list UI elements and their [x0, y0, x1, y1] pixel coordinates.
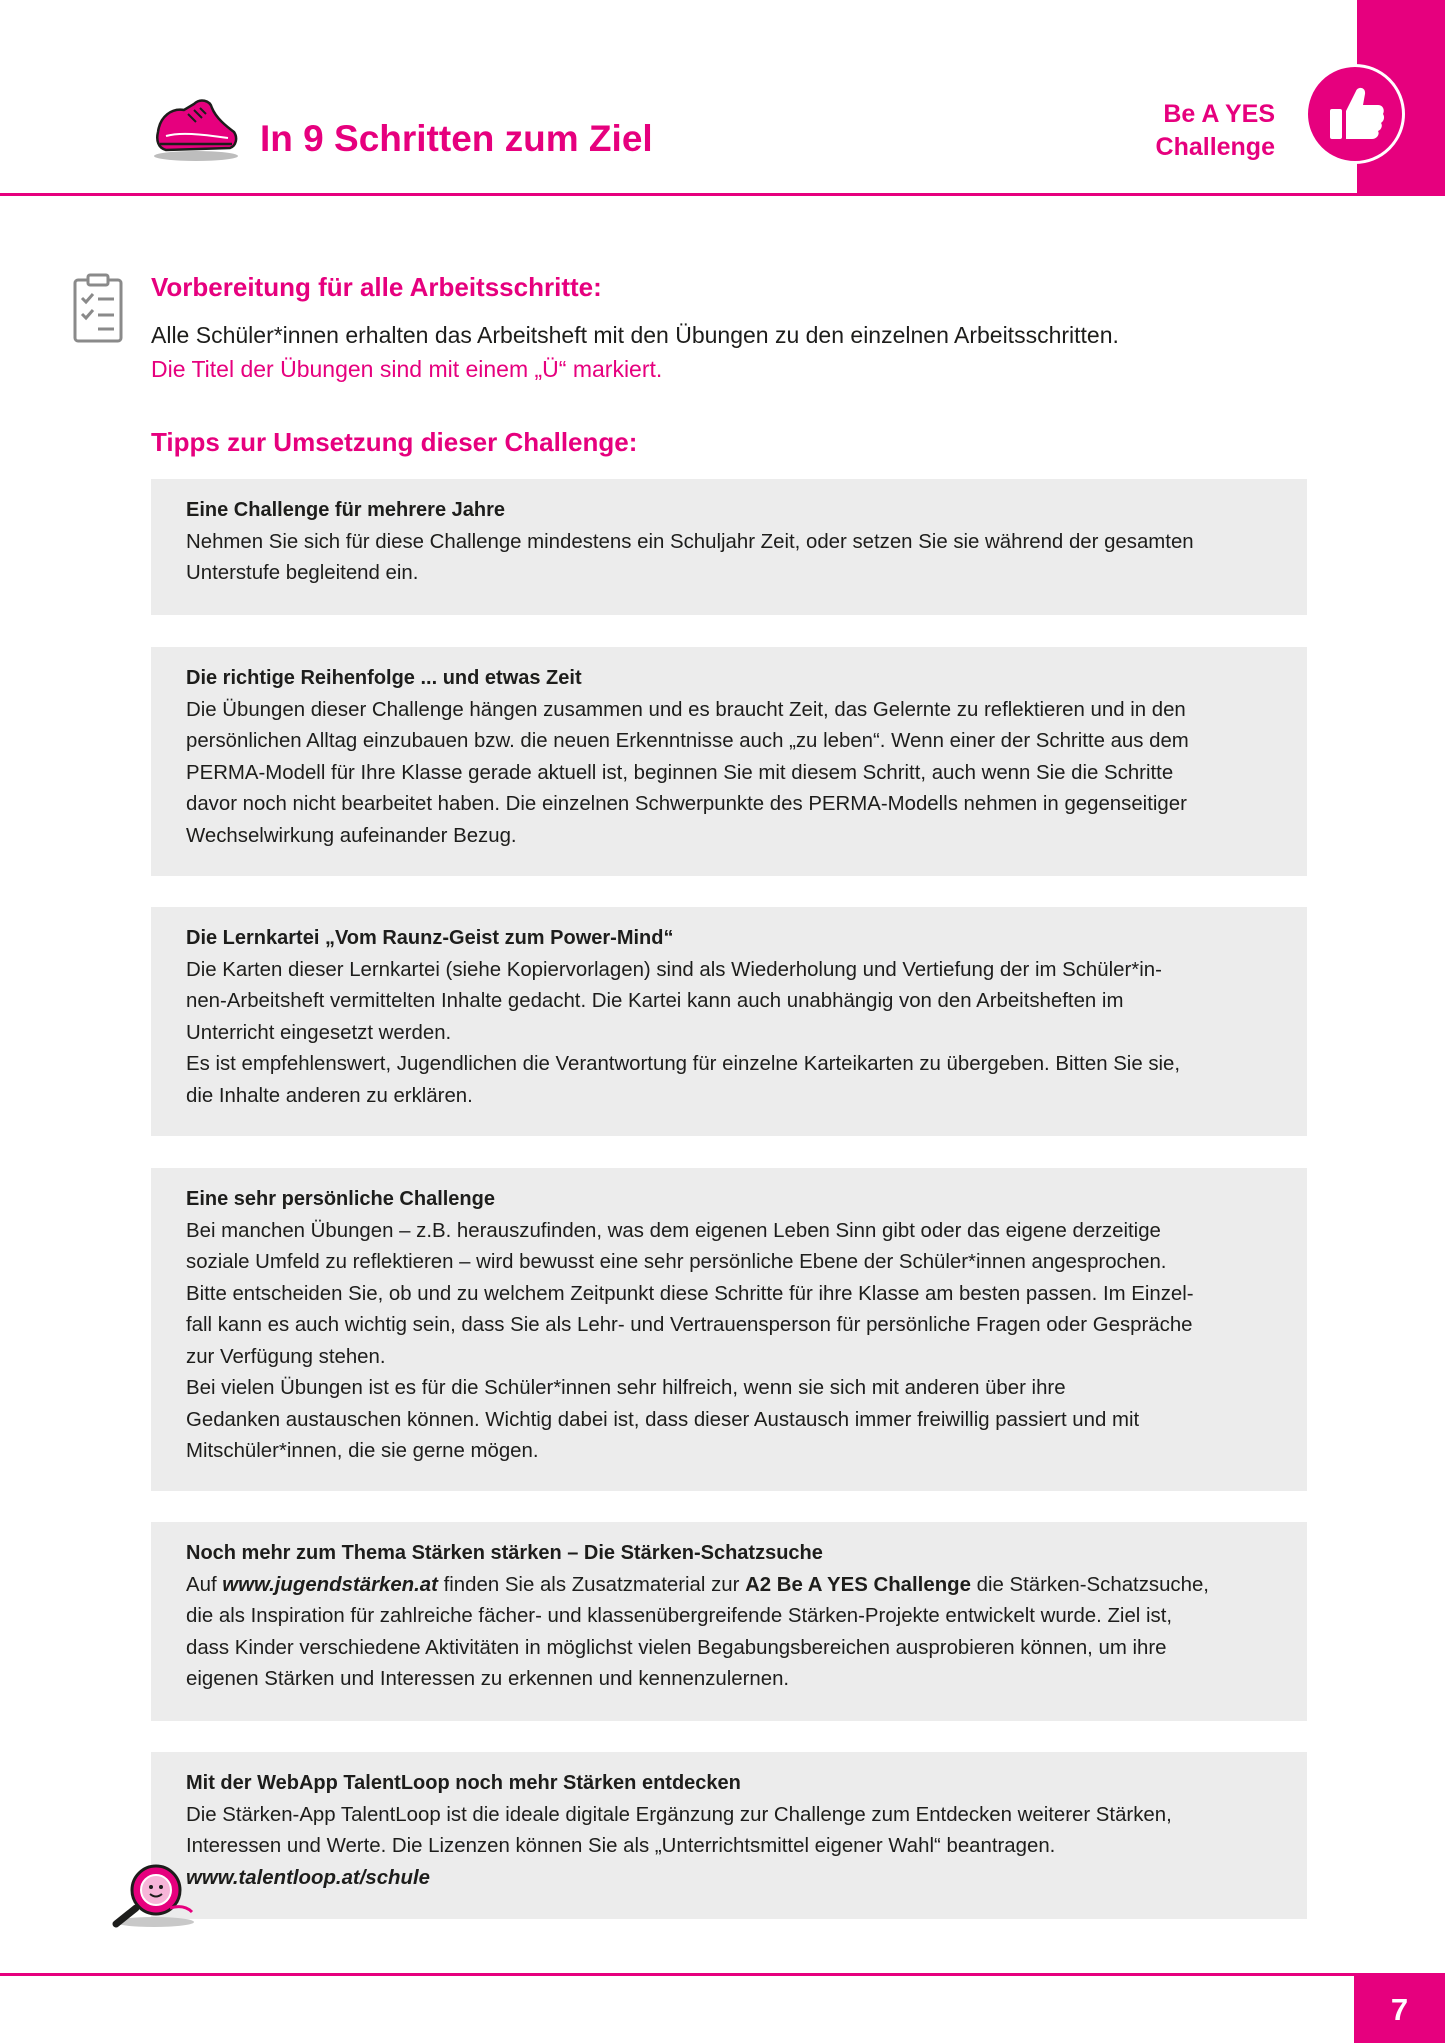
text-segment: die Stärken-Schatzsuche,	[970, 1573, 1209, 1596]
tip-box-order	[151, 647, 1307, 876]
tip-line: Mitschüler*innen, die sie gerne mögen.	[186, 1440, 539, 1462]
tip-line: Bei vielen Übungen ist es für die Schüler*innen sehr hilfreich, wenn sie sich mit anderen über ihre	[186, 1377, 1066, 1399]
tip-line: Unterricht eingesetzt werden.	[186, 1021, 452, 1044]
tip-box-multi-year	[151, 479, 1307, 615]
tip-line: persönlichen Alltag einzubauen bzw. die neuen Erkenntnisse auch „zu leben“. Wenn einer der Schritte aus dem	[186, 730, 1189, 752]
tip-line: Bei manchen Übungen – z.B. herauszufinden, was dem eigenen Leben Sinn gibt oder das eigene derzeitige	[186, 1219, 1161, 1242]
tip-line: davor noch nicht bearbeitet haben. Die einzelnen Schwerpunkte des PERMA-Modells nehmen in gegenseitiger	[186, 793, 1187, 815]
footer-divider	[0, 1973, 1445, 1976]
thumbs-up-badge	[1305, 64, 1405, 164]
tip-box-personal	[151, 1168, 1307, 1491]
tip-line: Die Karten dieser Lernkartei (siehe Kopiervorlagen) sind als Wiederholung und Vertiefung der im Schüler*in-	[186, 958, 1162, 981]
talentloop-link[interactable]: www.talentloop.at/schule	[186, 1866, 430, 1889]
tip-line: Unterstufe begleitend ein.	[186, 562, 419, 584]
preparation-heading: Vorbereitung für alle Arbeitsschritte:	[151, 272, 602, 302]
tip-line: dass Kinder verschiedene Aktivitäten in möglichst vielen Begabungsbereichen ausprobieren können, um ihre	[186, 1636, 1167, 1659]
page-title: In 9 Schritten zum Ziel	[260, 118, 653, 159]
tip-line: fall kann es auch wichtig sein, dass Sie als Lehr- und Vertrauensperson für persönliche Fragen oder Gespräche	[186, 1314, 1193, 1336]
preparation-line-1: Alle Schüler*innen erhalten das Arbeitsheft mit den Übungen zu den einzelnen Arbeitsschritten.	[151, 322, 1119, 348]
jugendstaerken-link[interactable]: www.jugendstärken.at	[222, 1573, 438, 1596]
tip-line: PERMA-Modell für Ihre Klasse gerade aktuell ist, beginnen Sie mit diesem Schritt, auch wenn Sie die Schritte	[186, 761, 1174, 784]
text-segment: finden Sie als Zusatzmaterial zur	[437, 1573, 746, 1596]
tip-line: Bitte entscheiden Sie, ob und zu welchem Zeitpunkt diese Schritte für ihre Klasse am besten passen. Im Einzel-	[186, 1282, 1194, 1305]
tip-line: zur Verfügung stehen.	[186, 1345, 386, 1368]
magnifier-face-icon	[104, 1860, 200, 1930]
page-number: 7	[1354, 1976, 1445, 2043]
tips-heading: Tipps zur Umsetzung dieser Challenge:	[151, 427, 638, 457]
tip-line: Es ist empfehlenswert, Jugendlichen die Verantwortung für einzelne Karteikarten zu übergeben. Bitten Sie sie,	[186, 1053, 1181, 1075]
text-segment: Auf	[186, 1573, 223, 1596]
tip-line: Die Stärken-App TalentLoop ist die ideale digitale Ergänzung zur Challenge zum Entdecken weiterer Stärken,	[186, 1803, 1172, 1826]
header-divider	[0, 193, 1445, 196]
tip-title: Eine sehr persönliche Challenge	[186, 1188, 495, 1210]
tip-title: Die richtige Reihenfolge ... und etwas Zeit	[186, 667, 582, 689]
tip-title: Eine Challenge für mehrere Jahre	[186, 499, 506, 521]
tip-title: Die Lernkartei „Vom Raunz-Geist zum Power-Mind“	[186, 927, 674, 949]
tip-title: Mit der WebApp TalentLoop noch mehr Stärken entdecken	[186, 1772, 741, 1794]
brand-line-2: Challenge	[1155, 133, 1275, 161]
clipboard-checklist-icon	[72, 272, 124, 344]
page-header	[0, 0, 1445, 196]
tip-title: Noch mehr zum Thema Stärken stärken – Die Stärken-Schatzsuche	[186, 1542, 823, 1564]
tip-line: nen-Arbeitsheft vermittelten Inhalte gedacht. Die Kartei kann auch unabhängig von den Arbeitsheften im	[186, 990, 1124, 1012]
tip-line: Nehmen Sie sich für diese Challenge mindestens ein Schuljahr Zeit, oder setzen Sie sie während der gesamten	[186, 530, 1194, 553]
tip-line: die als Inspiration für zahlreiche fächer- und klassenübergreifende Stärken-Projekte entwickelt wurde. Ziel ist,	[186, 1605, 1173, 1627]
tip-line: Wechselwirkung aufeinander Bezug.	[186, 824, 517, 847]
preparation-line-2: Die Titel der Übungen sind mit einem „Ü“ markiert.	[151, 356, 663, 382]
preparation-text	[151, 318, 1119, 386]
tip-line: soziale Umfeld zu reflektieren – wird bewusst eine sehr persönliche Ebene der Schüler*innen angesprochen.	[186, 1251, 1167, 1273]
tip-line: Interessen und Werte. Die Lizenzen können Sie als „Unterrichtsmittel eigener Wahl“ beantragen.	[186, 1835, 1056, 1857]
tip-box-flashcards	[151, 907, 1307, 1136]
tip-line	[186, 1570, 1273, 1602]
tip-line: Die Übungen dieser Challenge hängen zusammen und es braucht Zeit, das Gelernte zu reflektieren und in den	[186, 698, 1186, 721]
tip-box-talentloop	[151, 1752, 1307, 1919]
challenge-brand	[1156, 98, 1275, 164]
tip-box-treasure-hunt	[151, 1522, 1307, 1721]
challenge-name: A2 Be A YES Challenge	[745, 1573, 971, 1596]
brand-line-1: Be A YES	[1163, 100, 1275, 128]
tip-line: die Inhalte anderen zu erklären.	[186, 1084, 473, 1107]
tip-line: Gedanken austauschen können. Wichtig dabei ist, dass dieser Austausch immer freiwillig passiert und mit	[186, 1408, 1140, 1431]
sneaker-icon	[150, 92, 240, 164]
tip-line: eigenen Stärken und Interessen zu erkennen und kennenzulernen.	[186, 1668, 790, 1690]
thumbs-up-icon	[1326, 83, 1386, 145]
